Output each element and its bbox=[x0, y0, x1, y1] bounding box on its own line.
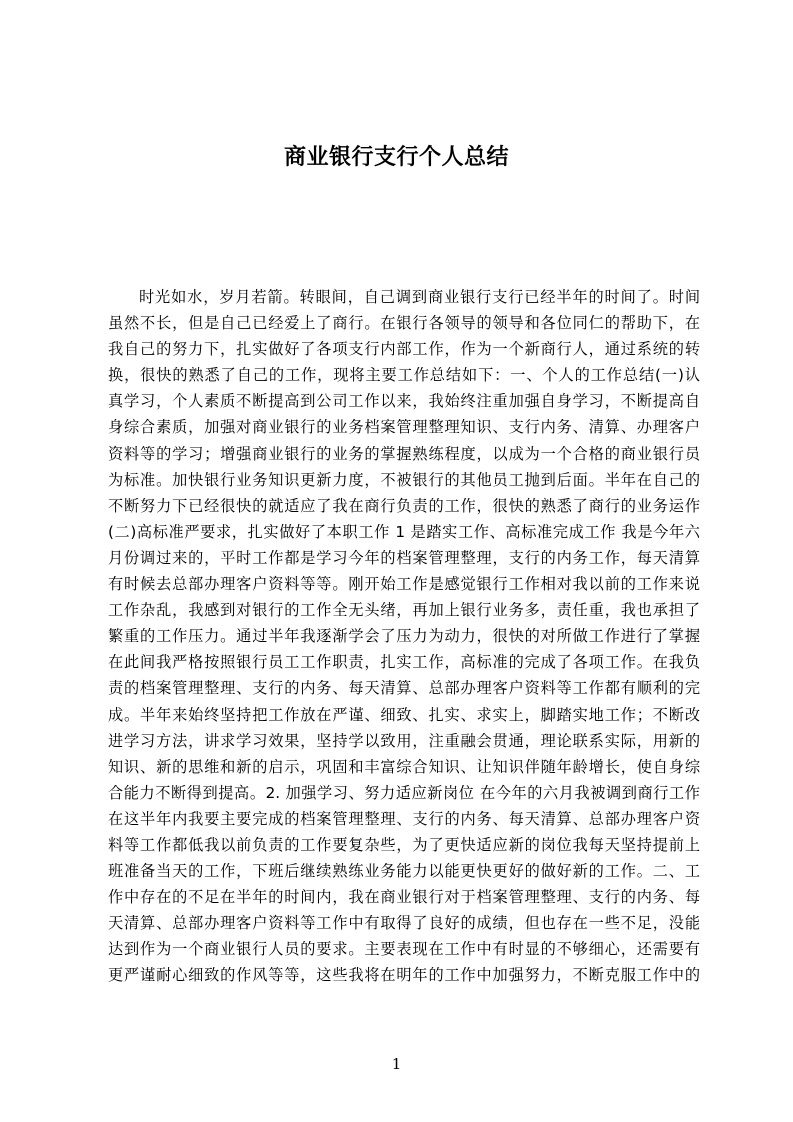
body-line: 时光如水，岁月若箭。转眼间，自己调到商业银行支行已经半年的时间了。时间 bbox=[139, 288, 700, 306]
body-line: 班准备当天的工作，下班后继续熟练业务能力以能更快更好的做好新的工作。二、工 bbox=[108, 862, 700, 881]
page-number: 1 bbox=[391, 1055, 402, 1073]
body-line: 有时候去总部办理客户资料等等。刚开始工作是感觉银行工作相对我以前的工作来说 bbox=[108, 575, 700, 594]
body-line: (二)高标准严要求，扎实做好了本职工作 1 是踏实工作、高标准完成工作 我是今年六 bbox=[108, 522, 700, 541]
body-line: 进学习方法，讲求学习效果，坚持学以致用，注重融会贯通，理论联系实际，用新的 bbox=[108, 731, 700, 750]
body-line: 更严谨耐心细致的作风等等，这些我将在明年的工作中加强努力，不断克服工作中的 bbox=[108, 966, 700, 985]
body-line: 料等工作都低我以前负责的工作要复杂些，为了更快适应新的岗位我每天坚持提前上 bbox=[108, 835, 700, 854]
body-line: 繁重的工作压力。通过半年我逐渐学会了压力为动力，很快的对所做工作进行了掌握 bbox=[108, 627, 700, 646]
body-line: 虽然不长，但是自己已经爱上了商行。在银行各领导的领导和各位同仁的帮助下，在 bbox=[108, 314, 700, 333]
body-line: 不断努力下已经很快的就适应了我在商行负责的工作，很快的熟悉了商行的业务运作 bbox=[108, 496, 700, 515]
body-line: 达到作为一个商业银行人员的要求。主要表现在工作中有时显的不够细心，还需要有 bbox=[108, 940, 700, 959]
body-line: 工作杂乱，我感到对银行的工作全无头绪，再加上银行业务多，责任重，我也承担了 bbox=[108, 601, 700, 620]
document-body bbox=[108, 284, 700, 989]
body-line: 身综合素质，加强对商业银行的业务档案管理整理知识、支行内务、清算、办理客户 bbox=[108, 418, 700, 437]
body-line: 责的档案管理整理、支行的内务、每天清算、总部办理客户资料等工作都有顺利的完 bbox=[108, 679, 700, 698]
body-line: 天清算、总部办理客户资料等工作中有取得了良好的成绩，但也存在一些不足，没能 bbox=[108, 914, 700, 933]
body-line: 资料等的学习；增强商业银行的业务的掌握熟练程度，以成为一个合格的商业银行员 bbox=[108, 444, 700, 463]
body-line: 我自己的努力下，扎实做好了各项支行内部工作，作为一个新商行人，通过系统的转 bbox=[108, 340, 700, 359]
body-line: 作中存在的不足在半年的时间内，我在商业银行对于档案管理整理、支行的内务、每 bbox=[108, 888, 700, 907]
body-line: 月份调过来的，平时工作都是学习今年的档案管理整理，支行的内务工作，每天清算 bbox=[108, 548, 700, 567]
body-line: 在这半年内我要主要完成的档案管理整理、支行的内务、每天清算、总部办理客户资 bbox=[108, 809, 700, 828]
body-line: 换，很快的熟悉了自己的工作，现将主要工作总结如下：一、个人的工作总结(一)认 bbox=[108, 366, 700, 385]
body-line: 合能力不断得到提高。2. 加强学习、努力适应新岗位 在今年的六月我被调到商行工作 bbox=[108, 783, 700, 802]
body-line: 真学习，个人素质不断提高到公司工作以来，我始终注重加强自身学习，不断提高自 bbox=[108, 392, 700, 411]
body-line: 在此间我严格按照银行员工工作职责，扎实工作，高标准的完成了各项工作。在我负 bbox=[108, 653, 700, 672]
body-line: 成。半年来始终坚持把工作放在严谨、细致、扎实、求实上，脚踏实地工作；不断改 bbox=[108, 705, 700, 724]
document-title: 商业银行支行个人总结 bbox=[283, 145, 509, 170]
body-line: 为标准。加快银行业务知识更新力度，不被银行的其他员工抛到后面。半年在自己的 bbox=[108, 470, 700, 489]
body-line: 知识、新的思维和新的启示，巩固和丰富综合知识、让知识伴随年龄增长，使自身综 bbox=[108, 757, 700, 776]
